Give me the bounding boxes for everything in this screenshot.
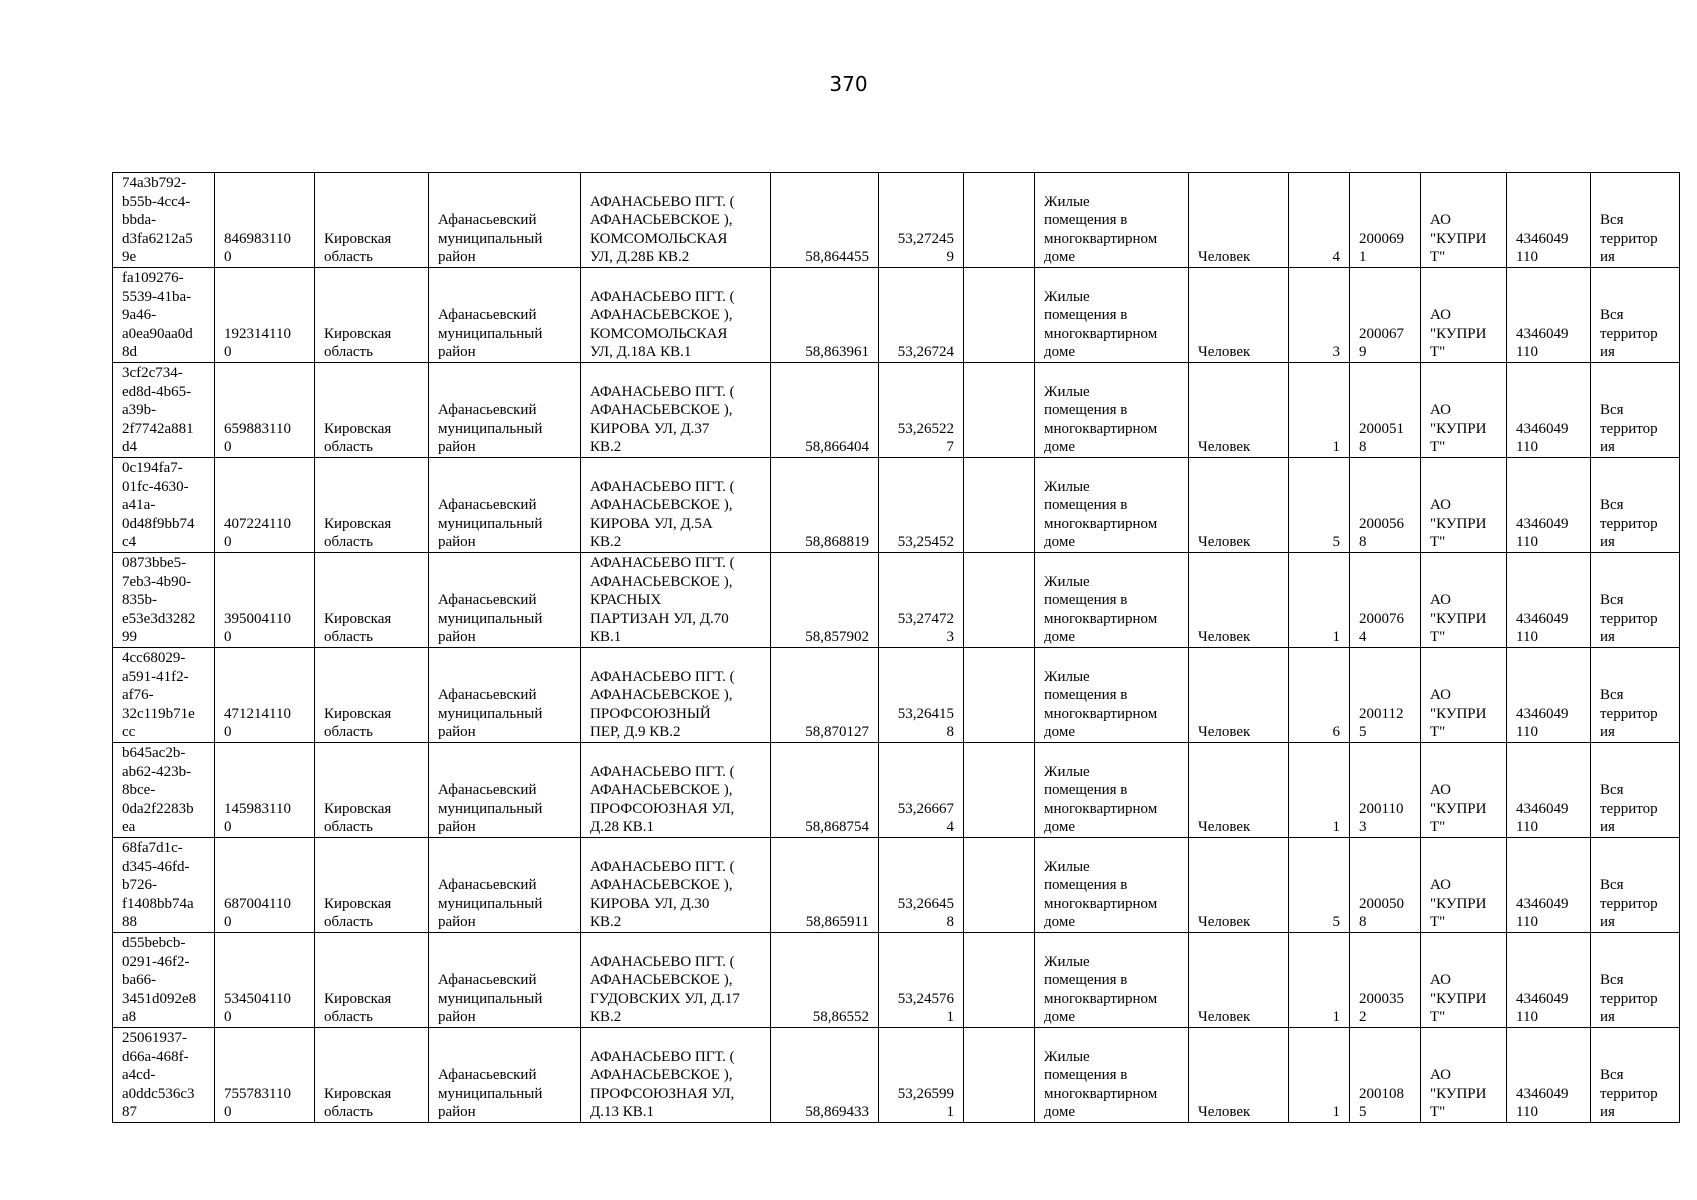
cell-unit: Человек <box>1189 933 1289 1028</box>
cell-region: Кировская область <box>315 268 429 363</box>
cell-empty <box>964 1028 1035 1123</box>
cell-inn: 4346049 110 <box>1507 1028 1591 1123</box>
cell-district: Афанасьевский муниципальный район <box>429 268 581 363</box>
table-row <box>113 1028 1680 1123</box>
cell-address: АФАНАСЬЕВО ПГТ. ( АФАНАСЬЕВСКОЕ ), КОМСОМОЛЬСКАЯ УЛ, Д.18А КВ.1 <box>581 268 771 363</box>
table-row <box>113 553 1680 648</box>
cell-district: Афанасьевский муниципальный район <box>429 363 581 458</box>
cell-region: Кировская область <box>315 363 429 458</box>
cell-organization: АО "КУПРИ Т" <box>1421 648 1507 743</box>
cell-count: 6 <box>1289 648 1350 743</box>
cell-address: АФАНАСЬЕВО ПГТ. ( АФАНАСЬЕВСКОЕ ), ПРОФСОЮЗНЫЙ ПЕР, Д.9 КВ.2 <box>581 648 771 743</box>
cell-region: Кировская область <box>315 838 429 933</box>
cell-address: АФАНАСЬЕВО ПГТ. ( АФАНАСЬЕВСКОЕ ), КОМСОМОЛЬСКАЯ УЛ, Д.28Б КВ.2 <box>581 173 771 268</box>
cell-district: Афанасьевский муниципальный район <box>429 743 581 838</box>
cell-inn: 4346049 110 <box>1507 648 1591 743</box>
table-row <box>113 268 1680 363</box>
cell-count: 1 <box>1289 363 1350 458</box>
cell-region: Кировская область <box>315 648 429 743</box>
cell-code: 687004110 0 <box>215 838 315 933</box>
cell-region: Кировская область <box>315 173 429 268</box>
cell-id: 4cc68029- a591-41f2- af76- 32c119b71e cc <box>113 648 215 743</box>
cell-code: 659883110 0 <box>215 363 315 458</box>
cell-inn: 4346049 110 <box>1507 743 1591 838</box>
cell-organization: АО "КУПРИ Т" <box>1421 363 1507 458</box>
cell-count: 5 <box>1289 458 1350 553</box>
cell-number: 200112 5 <box>1350 648 1421 743</box>
cell-id: 0c194fa7- 01fc-4630- a41a- 0d48f9bb74 c4 <box>113 458 215 553</box>
cell-premises-type: Жилые помещения в многоквартирном доме <box>1035 743 1189 838</box>
cell-id: 3cf2c734- ed8d-4b65- a39b- 2f7742a881 d4 <box>113 363 215 458</box>
cell-empty <box>964 268 1035 363</box>
table-row <box>113 838 1680 933</box>
cell-code: 846983110 0 <box>215 173 315 268</box>
cell-inn: 4346049 110 <box>1507 553 1591 648</box>
cell-code: 471214110 0 <box>215 648 315 743</box>
cell-inn: 4346049 110 <box>1507 268 1591 363</box>
cell-count: 5 <box>1289 838 1350 933</box>
cell-territory: Вся территор ия <box>1591 268 1680 363</box>
cell-district: Афанасьевский муниципальный район <box>429 838 581 933</box>
table-row <box>113 363 1680 458</box>
cell-longitude: 53,25452 <box>879 458 964 553</box>
cell-address: АФАНАСЬЕВО ПГТ. ( АФАНАСЬЕВСКОЕ ), КИРОВА УЛ, Д.37 КВ.2 <box>581 363 771 458</box>
cell-number: 200050 8 <box>1350 838 1421 933</box>
cell-unit: Человек <box>1189 458 1289 553</box>
cell-count: 1 <box>1289 933 1350 1028</box>
cell-territory: Вся территор ия <box>1591 173 1680 268</box>
cell-longitude: 53,26667 4 <box>879 743 964 838</box>
cell-territory: Вся территор ия <box>1591 933 1680 1028</box>
cell-territory: Вся территор ия <box>1591 458 1680 553</box>
cell-number: 200051 8 <box>1350 363 1421 458</box>
cell-empty <box>964 173 1035 268</box>
cell-longitude: 53,26645 8 <box>879 838 964 933</box>
cell-id: 0873bbe5- 7eb3-4b90- 835b- e53e3d3282 99 <box>113 553 215 648</box>
cell-organization: АО "КУПРИ Т" <box>1421 268 1507 363</box>
cell-empty <box>964 553 1035 648</box>
cell-longitude: 53,26599 1 <box>879 1028 964 1123</box>
cell-organization: АО "КУПРИ Т" <box>1421 933 1507 1028</box>
cell-unit: Человек <box>1189 648 1289 743</box>
cell-empty <box>964 363 1035 458</box>
cell-territory: Вся территор ия <box>1591 553 1680 648</box>
cell-organization: АО "КУПРИ Т" <box>1421 743 1507 838</box>
cell-district: Афанасьевский муниципальный район <box>429 933 581 1028</box>
cell-region: Кировская область <box>315 1028 429 1123</box>
cell-code: 534504110 0 <box>215 933 315 1028</box>
cell-address: АФАНАСЬЕВО ПГТ. ( АФАНАСЬЕВСКОЕ ), ПРОФСОЮЗНАЯ УЛ, Д.28 КВ.1 <box>581 743 771 838</box>
cell-code: 145983110 0 <box>215 743 315 838</box>
cell-count: 1 <box>1289 1028 1350 1123</box>
cell-count: 4 <box>1289 173 1350 268</box>
cell-longitude: 53,26415 8 <box>879 648 964 743</box>
table-row <box>113 173 1680 268</box>
cell-unit: Человек <box>1189 553 1289 648</box>
cell-organization: АО "КУПРИ Т" <box>1421 1028 1507 1123</box>
cell-id: 74a3b792- b55b-4cc4- bbda- d3fa6212a5 9e <box>113 173 215 268</box>
cell-id: 68fa7d1c- d345-46fd- b726- f1408bb74a 88 <box>113 838 215 933</box>
cell-territory: Вся территор ия <box>1591 1028 1680 1123</box>
cell-inn: 4346049 110 <box>1507 838 1591 933</box>
cell-empty <box>964 933 1035 1028</box>
cell-longitude: 53,26522 7 <box>879 363 964 458</box>
cell-number: 200035 2 <box>1350 933 1421 1028</box>
cell-premises-type: Жилые помещения в многоквартирном доме <box>1035 173 1189 268</box>
cell-number: 200069 1 <box>1350 173 1421 268</box>
cell-empty <box>964 743 1035 838</box>
cell-premises-type: Жилые помещения в многоквартирном доме <box>1035 363 1189 458</box>
cell-district: Афанасьевский муниципальный район <box>429 458 581 553</box>
cell-territory: Вся территор ия <box>1591 648 1680 743</box>
cell-premises-type: Жилые помещения в многоквартирном доме <box>1035 933 1189 1028</box>
cell-premises-type: Жилые помещения в многоквартирном доме <box>1035 838 1189 933</box>
cell-region: Кировская область <box>315 743 429 838</box>
cell-district: Афанасьевский муниципальный район <box>429 648 581 743</box>
cell-district: Афанасьевский муниципальный район <box>429 1028 581 1123</box>
cell-empty <box>964 648 1035 743</box>
cell-count: 1 <box>1289 553 1350 648</box>
cell-latitude: 58,868754 <box>771 743 879 838</box>
cell-address: АФАНАСЬЕВО ПГТ. ( АФАНАСЬЕВСКОЕ ), КРАСНЫХ ПАРТИЗАН УЛ, Д.70 КВ.1 <box>581 553 771 648</box>
cell-unit: Человек <box>1189 363 1289 458</box>
cell-inn: 4346049 110 <box>1507 363 1591 458</box>
cell-region: Кировская область <box>315 933 429 1028</box>
cell-address: АФАНАСЬЕВО ПГТ. ( АФАНАСЬЕВСКОЕ ), ГУДОВСКИХ УЛ, Д.17 КВ.2 <box>581 933 771 1028</box>
cell-territory: Вся территор ия <box>1591 363 1680 458</box>
cell-unit: Человек <box>1189 743 1289 838</box>
cell-unit: Человек <box>1189 1028 1289 1123</box>
cell-count: 3 <box>1289 268 1350 363</box>
cell-number: 200076 4 <box>1350 553 1421 648</box>
cell-empty <box>964 458 1035 553</box>
cell-latitude: 58,863961 <box>771 268 879 363</box>
cell-address: АФАНАСЬЕВО ПГТ. ( АФАНАСЬЕВСКОЕ ), ПРОФСОЮЗНАЯ УЛ, Д.13 КВ.1 <box>581 1028 771 1123</box>
cell-code: 395004110 0 <box>215 553 315 648</box>
cell-territory: Вся территор ия <box>1591 743 1680 838</box>
cell-district: Афанасьевский муниципальный район <box>429 173 581 268</box>
table-row <box>113 933 1680 1028</box>
cell-empty <box>964 838 1035 933</box>
table-row <box>113 648 1680 743</box>
cell-id: fa109276- 5539-41ba- 9a46- a0ea90aa0d 8d <box>113 268 215 363</box>
cell-code: 407224110 0 <box>215 458 315 553</box>
cell-premises-type: Жилые помещения в многоквартирном доме <box>1035 458 1189 553</box>
cell-premises-type: Жилые помещения в многоквартирном доме <box>1035 1028 1189 1123</box>
cell-organization: АО "КУПРИ Т" <box>1421 838 1507 933</box>
cell-number: 200110 3 <box>1350 743 1421 838</box>
cell-premises-type: Жилые помещения в многоквартирном доме <box>1035 648 1189 743</box>
cell-address: АФАНАСЬЕВО ПГТ. ( АФАНАСЬЕВСКОЕ ), КИРОВА УЛ, Д.30 КВ.2 <box>581 838 771 933</box>
cell-address: АФАНАСЬЕВО ПГТ. ( АФАНАСЬЕВСКОЕ ), КИРОВА УЛ, Д.5А КВ.2 <box>581 458 771 553</box>
cell-longitude: 53,24576 1 <box>879 933 964 1028</box>
cell-longitude: 53,27472 3 <box>879 553 964 648</box>
cell-region: Кировская область <box>315 553 429 648</box>
cell-inn: 4346049 110 <box>1507 458 1591 553</box>
cell-premises-type: Жилые помещения в многоквартирном доме <box>1035 268 1189 363</box>
table-row <box>113 743 1680 838</box>
cell-unit: Человек <box>1189 173 1289 268</box>
cell-latitude: 58,870127 <box>771 648 879 743</box>
cell-inn: 4346049 110 <box>1507 933 1591 1028</box>
cell-organization: АО "КУПРИ Т" <box>1421 173 1507 268</box>
cell-latitude: 58,865911 <box>771 838 879 933</box>
cell-unit: Человек <box>1189 268 1289 363</box>
cell-district: Афанасьевский муниципальный район <box>429 553 581 648</box>
cell-count: 1 <box>1289 743 1350 838</box>
cell-latitude: 58,866404 <box>771 363 879 458</box>
cell-code: 755783110 0 <box>215 1028 315 1123</box>
cell-latitude: 58,869433 <box>771 1028 879 1123</box>
cell-territory: Вся территор ия <box>1591 838 1680 933</box>
cell-organization: АО "КУПРИ Т" <box>1421 458 1507 553</box>
registry-table <box>112 172 1680 1123</box>
cell-number: 200108 5 <box>1350 1028 1421 1123</box>
cell-organization: АО "КУПРИ Т" <box>1421 553 1507 648</box>
cell-id: 25061937- d66a-468f- a4cd- a0ddc536c3 87 <box>113 1028 215 1123</box>
cell-code: 192314110 0 <box>215 268 315 363</box>
cell-number: 200056 8 <box>1350 458 1421 553</box>
cell-latitude: 58,868819 <box>771 458 879 553</box>
cell-premises-type: Жилые помещения в многоквартирном доме <box>1035 553 1189 648</box>
cell-id: b645ac2b- ab62-423b- 8bce- 0da2f2283b ea <box>113 743 215 838</box>
cell-longitude: 53,27245 9 <box>879 173 964 268</box>
cell-id: d55bebcb- 0291-46f2- ba66- 3451d092e8 a8 <box>113 933 215 1028</box>
cell-latitude: 58,864455 <box>771 173 879 268</box>
table-row <box>113 458 1680 553</box>
cell-region: Кировская область <box>315 458 429 553</box>
cell-longitude: 53,26724 <box>879 268 964 363</box>
cell-latitude: 58,86552 <box>771 933 879 1028</box>
cell-unit: Человек <box>1189 838 1289 933</box>
cell-latitude: 58,857902 <box>771 553 879 648</box>
page-number: 370 <box>829 72 868 96</box>
cell-inn: 4346049 110 <box>1507 173 1591 268</box>
cell-number: 200067 9 <box>1350 268 1421 363</box>
